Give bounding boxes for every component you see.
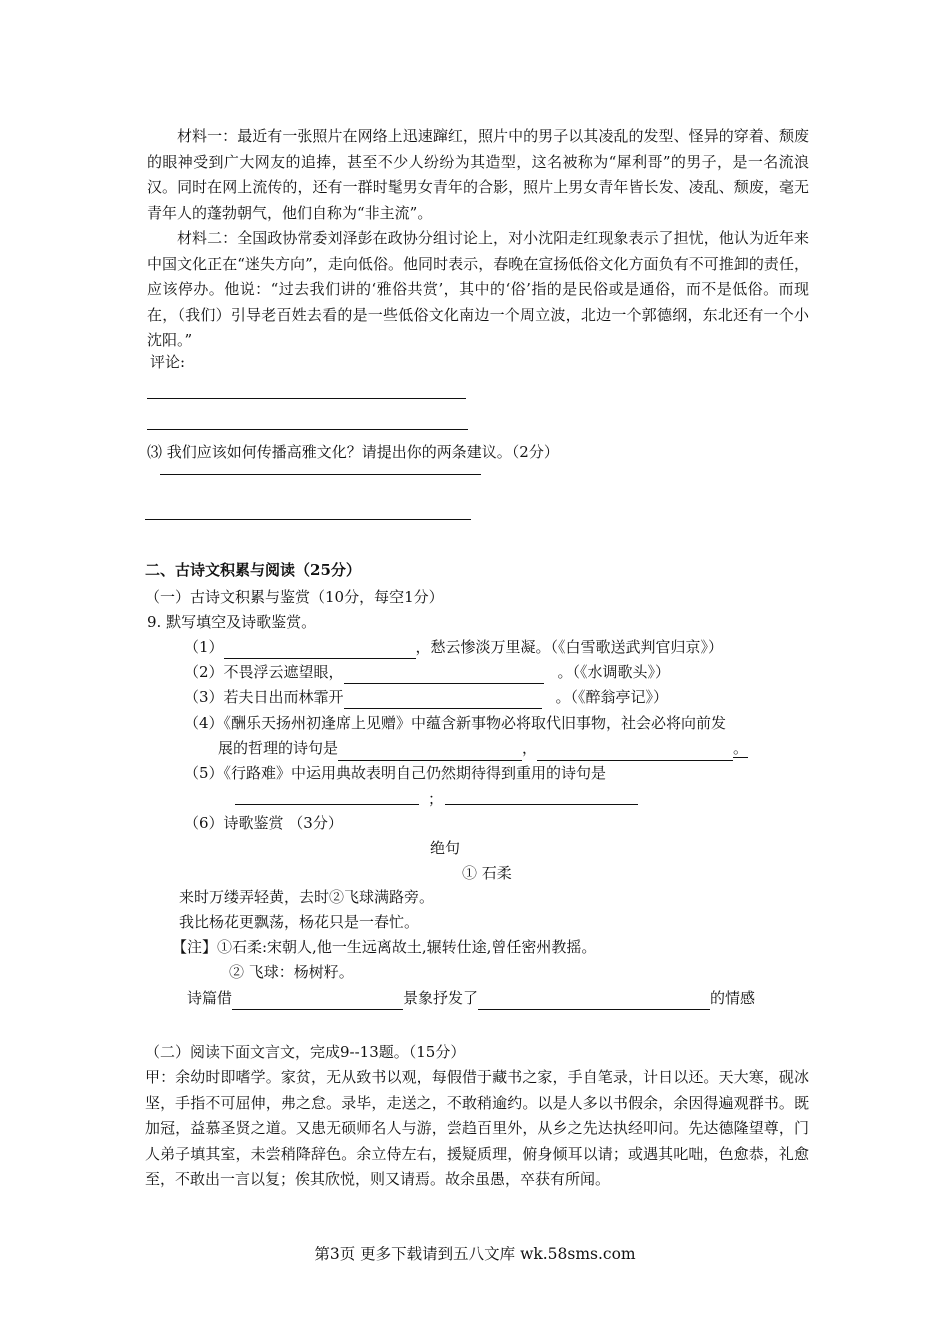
- subsection-1-heading: （一）古诗文积累与鉴赏（10分，每空1分）: [145, 588, 444, 606]
- question-9-3-source: 。（《醉翁亭记》）: [555, 688, 669, 706]
- question-9-3-blank: [344, 691, 542, 709]
- question-9-2-prompt: （2）不畏浮云遮望眼，: [184, 663, 344, 681]
- question-9-2-source: 。（《水调歌头》）: [557, 663, 671, 681]
- material-two-paragraph: 材料二：全国政协常委刘泽彭在政协分组讨论上，对小沈阳走红现象表示了担忧，他认为近年来中国文化正在“迷失方向”，走向低俗。他同时表示，春晚在宣扬低俗文化方面负有不可推卸的责任，应该停办。他说：“过去我们讲的‘雅俗共赏’，其中的‘俗’指的是民俗或是通俗，而不是低俗。而现在，（我们）引导老百姓去看的是一些低俗文化南边一个周立波，北边一个郭德纲，东北还有一个小沈阳。”: [147, 229, 809, 350]
- material-one-paragraph: 材料一：最近有一张照片在网络上迅速蹿红，照片中的男子以其凌乱的发型、怪异的穿着、颓废的眼神受到广大网友的追捧，甚至不少人纷纷为其造型，这名被称为“犀利哥”的男子，是一名流浪汉。同时在网上流传的，还有一群时髦男女青年的合影，照片上男女青年皆长发、凌乱、颓废，毫无青年人的蓬勃朝气，他们自称为“非主流”。: [147, 127, 809, 222]
- question-9-3: [184, 685, 668, 709]
- question-3-answer-line-2: [145, 519, 471, 520]
- question-9-3-prompt: （3）若夫日出而林霏开: [184, 688, 344, 706]
- subsection-2-heading: （二）阅读下面文言文，完成9--13题。（15分）: [145, 1043, 466, 1061]
- section-2-heading: 二、古诗文积累与阅读（25分）: [145, 561, 361, 579]
- question-9-title: 9. 默写填空及诗歌鉴赏。: [147, 613, 317, 631]
- poem-question-blank-2: [478, 992, 710, 1010]
- passage-a: 甲：余幼时即嗜学。家贫，无从致书以观，每假借于藏书之家，手自笔录，计日以还。天大寒，砚冰坚，手指不可屈伸，弗之怠。录毕，走送之，不敢稍逾约。以是人多以书假余，余因得遍观群书。既加冠，益慕圣贤之道。又患无硕师名人与游，尝趋百里外，从乡之先达执经叩问。先达德隆望尊，门人弟子填其室，未尝稍降辞色。余立侍左右，援疑质理，俯身倾耳以请；或遇其叱咄，色愈恭，礼愈至，不敢出一言以复；俟其欣悦，则又请焉。故余虽愚，卒获有所闻。: [145, 1068, 809, 1189]
- question-9-4-prompt: 展的哲理的诗句是: [218, 739, 339, 757]
- comment-answer-line-1: [147, 398, 466, 399]
- poem-title: 绝句: [430, 839, 461, 857]
- comment-label: 评论:: [150, 353, 186, 371]
- question-9-2: [184, 660, 670, 684]
- poem-question-middle: 景象抒发了: [403, 989, 479, 1007]
- question-9-6: （6）诗歌鉴赏 （3分）: [184, 814, 343, 832]
- question-9-4-comma: ，: [522, 739, 538, 757]
- comment-answer-line-2: [147, 429, 468, 430]
- question-9-1-number: （1）: [184, 638, 224, 656]
- poem-line-2: 我比杨花更飘荡，杨花只是一春忙。: [179, 913, 420, 931]
- poem-line-1: 来时万缕弄轻黄，去时②飞球满路旁。: [179, 888, 435, 906]
- question-9-1: [184, 635, 723, 659]
- poem-question-end: 的情感: [710, 989, 756, 1007]
- question-9-4-blank-2: [537, 743, 733, 761]
- question-9-5-blank-2: [445, 804, 638, 805]
- question-9-4-blank-1: [338, 743, 522, 761]
- page-footer: 第3页 更多下载请到五八文库 wk.58sms.com: [314, 1245, 636, 1263]
- question-3: ⑶ 我们应该如何传播高雅文化？请提出你的两条建议。（2分）: [147, 443, 559, 461]
- poem-question: [187, 986, 755, 1010]
- question-3-answer-line-1: [160, 474, 481, 475]
- question-9-5-blank-1: [235, 804, 419, 805]
- poem-note-2: ② 飞球：杨树籽。: [229, 963, 354, 981]
- poem-question-prompt: 诗篇借: [187, 989, 233, 1007]
- question-9-1-blank: [224, 641, 416, 659]
- poem-note-1: 【注】①石柔:宋朝人,他一生远离故土,辗转仕途,曾任密州教摇。: [172, 938, 597, 956]
- question-9-4-line-1: （4）《酬乐天扬州初逢席上见赠》中蕴含新事物必将取代旧事物，社会必将向前发: [184, 714, 727, 732]
- question-9-5-separator: ；: [428, 790, 444, 808]
- question-9-4-period: 。: [733, 739, 749, 757]
- question-9-2-blank: [344, 666, 544, 684]
- poem-question-blank-1: [232, 992, 403, 1010]
- question-9-1-source: ，愁云惨淡万里凝。（《白雪歌送武判官归京》）: [415, 638, 724, 656]
- question-9-4-line-2: [218, 736, 748, 761]
- poem-author: ① 石柔: [462, 864, 512, 882]
- question-9-5: （5）《行路难》中运用典故表明自己仍然期待得到重用的诗句是: [184, 764, 607, 782]
